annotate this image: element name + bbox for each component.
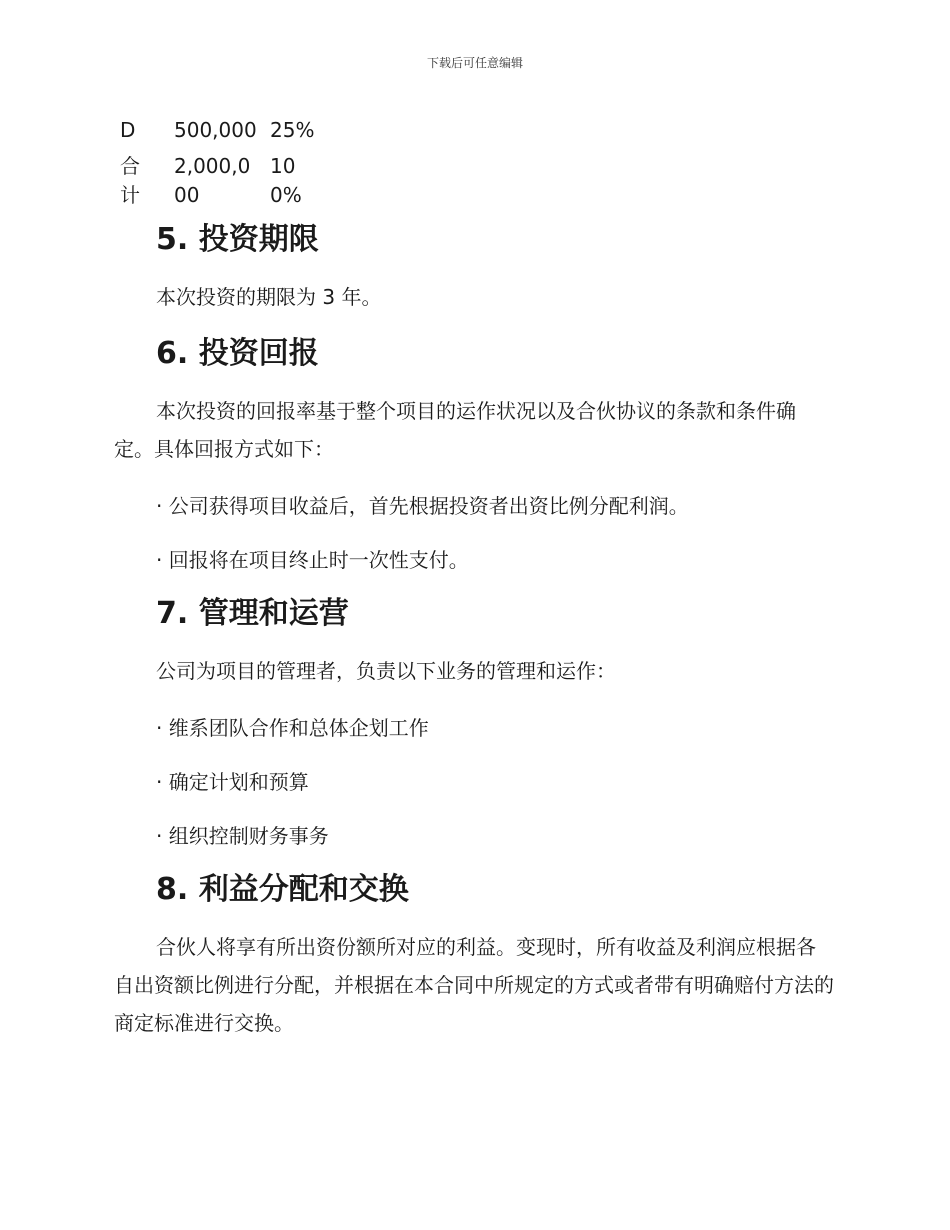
section-heading-distribution: 8. 利益分配和交换 <box>156 872 409 907</box>
table-row <box>114 116 326 145</box>
section-heading-term: 5. 投资期限 <box>156 222 319 257</box>
section-heading-returns: 6. 投资回报 <box>156 336 319 371</box>
document-body <box>114 224 834 1042</box>
bullet-item: · 回报将在项目终止时一次性支付。 <box>156 548 469 572</box>
investment-allocation-table <box>114 116 326 210</box>
bullet-item: · 公司获得项目收益后，首先根据投资者出资比例分配利润。 <box>156 494 689 518</box>
bullet-item: · 组织控制财务事务 <box>156 824 329 848</box>
table-cell-percent: 25% <box>270 118 315 142</box>
section-heading-management: 7. 管理和运营 <box>156 596 349 631</box>
table-cell-percent: 100% <box>270 154 302 207</box>
table-cell-name: D <box>120 118 136 142</box>
paragraph-management: 公司为项目的管理者，负责以下业务的管理和运作： <box>156 659 616 683</box>
paragraph-returns: 本次投资的回报率基于整个项目的运作状况以及合伙协议的条款和条件确定。具体回报方式如下： <box>114 399 796 461</box>
table-cell-name: 合计 <box>120 154 140 207</box>
paragraph-distribution: 合伙人将享有所出资份额所对应的利益。变现时，所有收益及利润应根据各自出资额比例进行分配，并根据在本合同中所规定的方式或者带有明确赔付方法的商定标准进行交换。 <box>114 935 834 1035</box>
bullet-item: · 维系团队合作和总体企划工作 <box>156 716 429 740</box>
table-row-total <box>114 145 326 210</box>
bullet-item: · 确定计划和预算 <box>156 770 309 794</box>
table-cell-amount: 2,000,000 <box>174 154 251 207</box>
page-header-caption: 下载后可任意编辑 <box>426 56 523 70</box>
paragraph-term: 本次投资的期限为 3 年。 <box>156 285 382 309</box>
table-cell-amount: 500,000 <box>174 118 257 142</box>
